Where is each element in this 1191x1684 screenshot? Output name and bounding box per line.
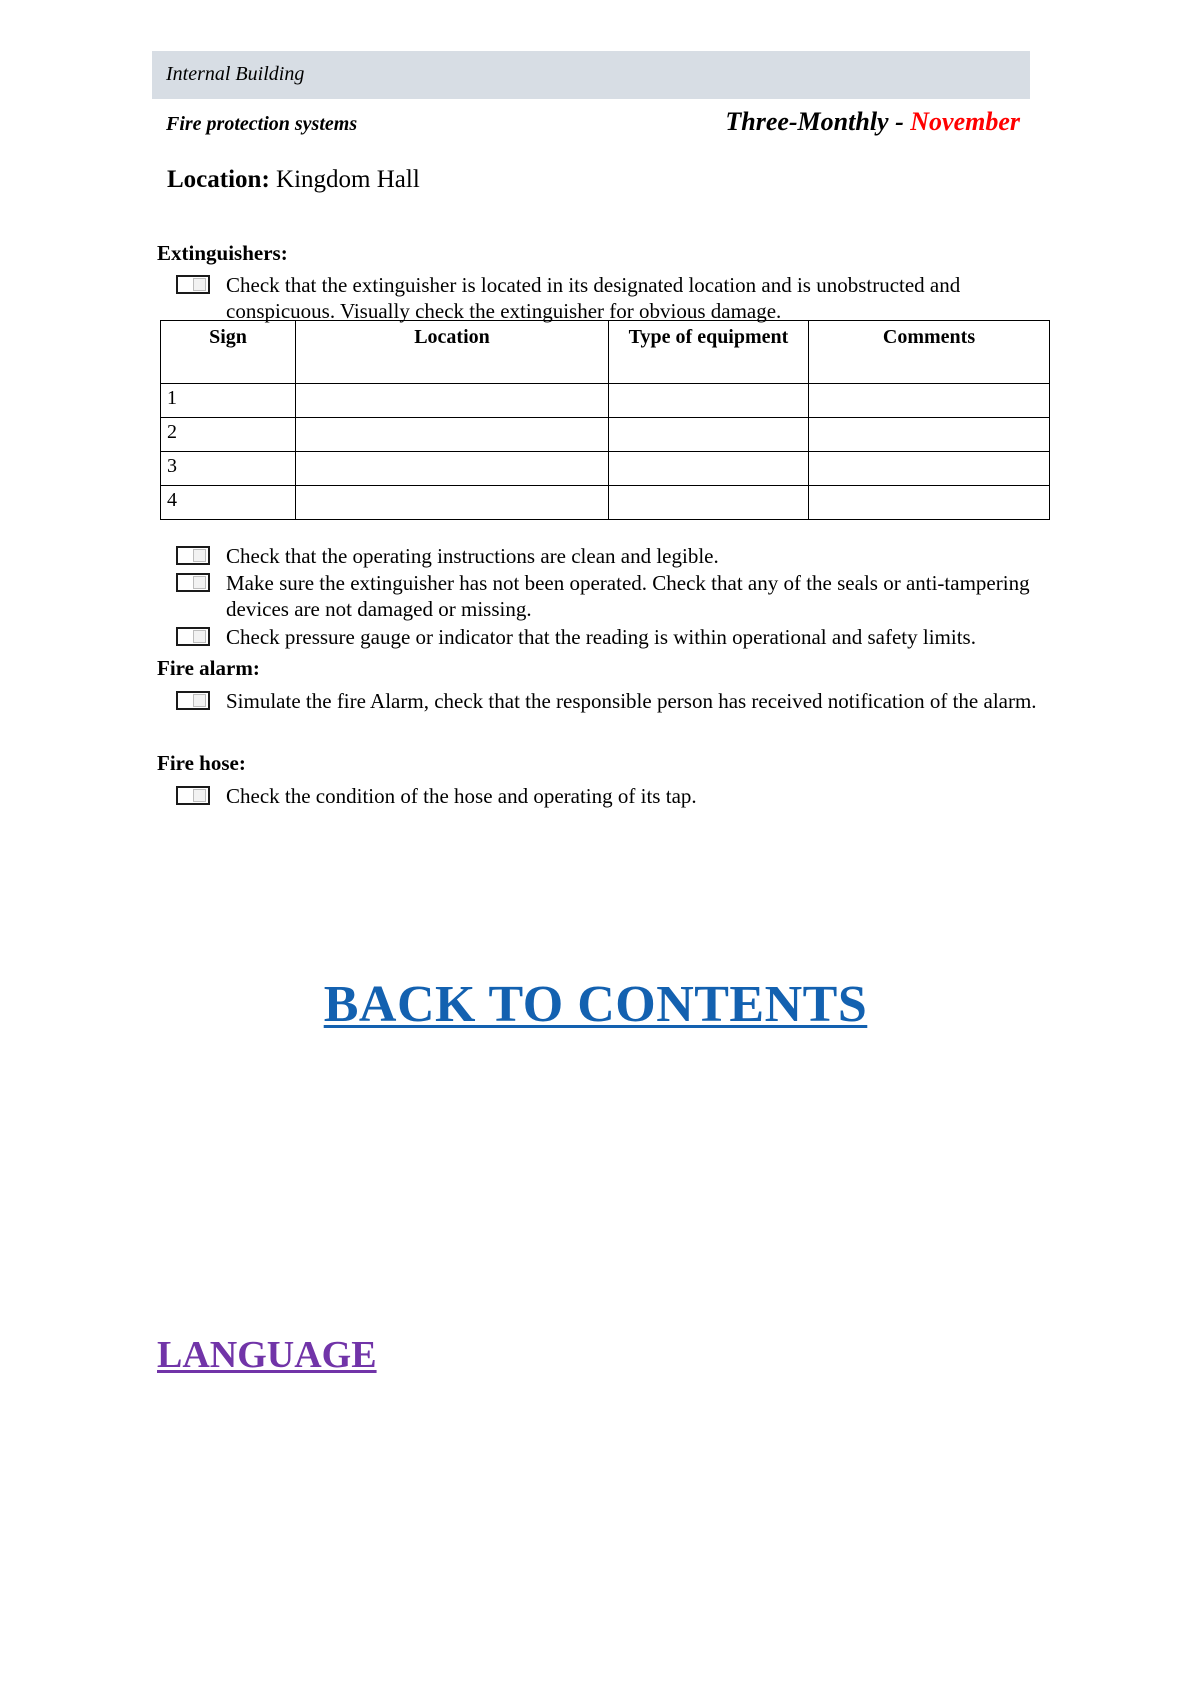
- table-row[interactable]: [161, 452, 1050, 486]
- table-header-row: [161, 321, 1050, 384]
- section-heading-fire-alarm: Fire alarm:: [157, 656, 260, 680]
- table-cell-sign[interactable]: 2: [161, 418, 296, 452]
- month-label: November: [910, 107, 1020, 136]
- checklist-item-operating-instructions[interactable]: [176, 543, 1031, 569]
- checklist-item-label: Make sure the extinguisher has not been operated. Check that any of the seals or anti-tampering devices are not damaged or missing.: [226, 571, 1030, 621]
- column-header-comments: Comments: [809, 321, 1050, 384]
- back-to-contents-container: [0, 975, 1191, 1035]
- back-to-contents-link[interactable]: BACK TO CONTENTS: [323, 976, 868, 1033]
- subheader-row: [152, 107, 1030, 142]
- checklist-item-label: Simulate the fire Alarm, check that the responsible person has received notification of the alarm.: [226, 689, 1037, 713]
- table-cell-location[interactable]: [296, 486, 609, 520]
- checklist-item-pressure-gauge[interactable]: [176, 624, 1041, 650]
- checkbox-icon[interactable]: [176, 573, 210, 592]
- table-row[interactable]: [161, 418, 1050, 452]
- table-row[interactable]: [161, 384, 1050, 418]
- checklist-item-seals[interactable]: [176, 570, 1041, 622]
- location-value: Kingdom Hall: [269, 166, 420, 193]
- table-cell-comments[interactable]: [809, 486, 1050, 520]
- table-cell-sign[interactable]: 3: [161, 452, 296, 486]
- header-band-label: Internal Building: [166, 63, 305, 85]
- table-cell-type[interactable]: [609, 384, 809, 418]
- language-link[interactable]: LANGUAGE: [157, 1334, 377, 1376]
- checklist-item-label: Check that the operating instructions are clean and legible.: [226, 544, 719, 568]
- table-row[interactable]: [161, 486, 1050, 520]
- checkbox-pressure-gauge[interactable]: [176, 627, 210, 646]
- table-cell-location[interactable]: [296, 384, 609, 418]
- checkbox-seals[interactable]: [176, 573, 210, 592]
- frequency-label: Three-Monthly -: [725, 107, 911, 136]
- table-cell-type[interactable]: [609, 452, 809, 486]
- section-heading-fire-hose: Fire hose:: [157, 751, 246, 775]
- table-cell-type[interactable]: [609, 486, 809, 520]
- header-band: [152, 51, 1030, 99]
- checklist-item-label: Check the condition of the hose and operating of its tap.: [226, 784, 697, 808]
- location-label: Location:: [167, 166, 270, 193]
- checkbox-hose-condition[interactable]: [176, 786, 210, 805]
- checkbox-extinguisher-primary[interactable]: [176, 275, 210, 294]
- checkbox-icon[interactable]: [176, 275, 210, 294]
- checkbox-simulate-alarm[interactable]: [176, 691, 210, 710]
- table-cell-location[interactable]: [296, 452, 609, 486]
- column-header-sign: Sign: [161, 321, 296, 384]
- checkbox-icon[interactable]: [176, 546, 210, 565]
- table-cell-comments[interactable]: [809, 418, 1050, 452]
- checkbox-icon[interactable]: [176, 627, 210, 646]
- column-header-location: Location: [296, 321, 609, 384]
- checklist-item-label: Check that the extinguisher is located in its designated location and is unobstructed and conspicuous. Visually check the extinguisher for obvious damage.: [226, 273, 961, 323]
- column-header-type-of-equipment: Type of equipment: [609, 321, 809, 384]
- table-cell-comments[interactable]: [809, 452, 1050, 486]
- checklist-item-simulate-alarm[interactable]: [176, 688, 1041, 714]
- checklist-item-label: Check pressure gauge or indicator that the reading is within operational and safety limits.: [226, 625, 976, 649]
- table-cell-sign[interactable]: 1: [161, 384, 296, 418]
- checkbox-icon[interactable]: [176, 691, 210, 710]
- extinguisher-table: [160, 320, 1050, 520]
- section-heading-extinguishers: Extinguishers:: [157, 241, 288, 265]
- checkbox-icon[interactable]: [176, 786, 210, 805]
- table-cell-location[interactable]: [296, 418, 609, 452]
- table-cell-comments[interactable]: [809, 384, 1050, 418]
- checkbox-operating-instructions[interactable]: [176, 546, 210, 565]
- table-cell-sign[interactable]: 4: [161, 486, 296, 520]
- checklist-item-extinguisher-primary[interactable]: [176, 272, 1031, 324]
- subheader-title: Fire protection systems: [166, 113, 358, 135]
- frequency-and-month: [725, 106, 1020, 138]
- location-line: [167, 165, 420, 195]
- table-cell-type[interactable]: [609, 418, 809, 452]
- checklist-item-hose-condition[interactable]: [176, 783, 1031, 809]
